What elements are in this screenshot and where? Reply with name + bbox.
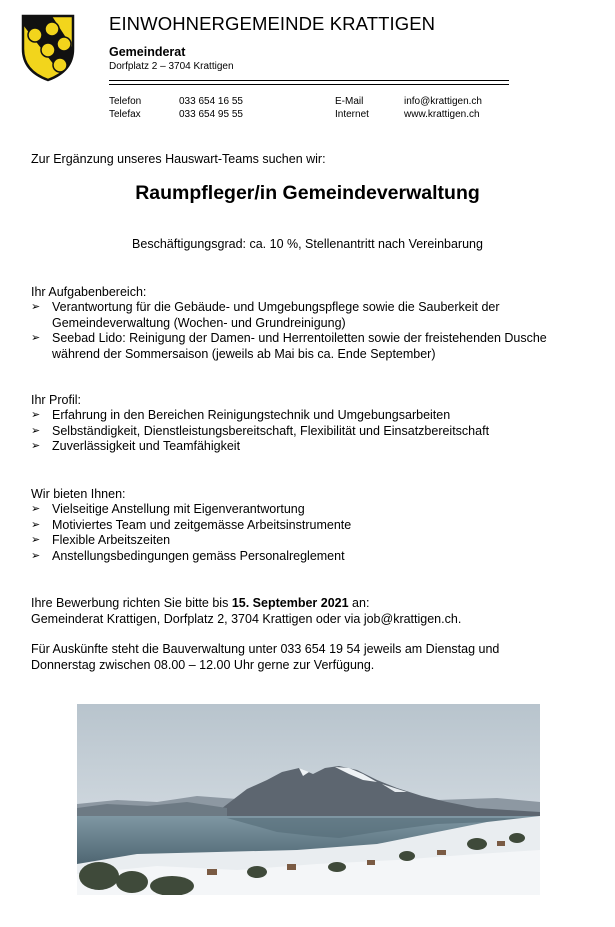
arrow-bullet-icon: ➢: [31, 534, 41, 546]
profile-item: Erfahrung in den Bereichen Reinigungstechnik und Umgebungsarbeiten: [52, 408, 451, 422]
job-title: Raumpfleger/in Gemeindeverwaltung: [135, 182, 480, 204]
info-line: Donnerstag zwischen 08.00 – 12.00 Uhr gerne zur Verfügung.: [31, 657, 375, 672]
list-item: [31, 439, 596, 455]
tasks-heading: Ihr Aufgabenbereich:: [31, 285, 147, 299]
offer-item: Anstellungsbedingungen gemäss Personalreglement: [52, 548, 345, 563]
internet-value[interactable]: www.krattigen.ch: [404, 109, 480, 120]
offer-heading: Wir bieten Ihnen:: [31, 487, 126, 501]
fax-value: 033 654 95 55: [179, 109, 243, 120]
info-line: Für Auskünfte steht die Bauverwaltung unter 033 654 19 54 jeweils am Dienstag und: [31, 642, 500, 656]
profile-heading: Ihr Profil:: [31, 393, 82, 407]
phone-value: 033 654 16 55: [179, 96, 243, 107]
list-item: [31, 408, 596, 424]
list-item: [31, 300, 596, 331]
offer-item: Flexible Arbeitszeiten: [52, 533, 171, 547]
arrow-bullet-icon: ➢: [31, 332, 41, 344]
arrow-bullet-icon: ➢: [31, 409, 41, 421]
arrow-bullet-icon: ➢: [31, 440, 41, 452]
arrow-bullet-icon: ➢: [31, 503, 41, 515]
coat-of-arms-icon: [20, 13, 76, 83]
arrow-bullet-icon: ➢: [31, 424, 41, 437]
list-item: [31, 518, 596, 534]
offer-list: [31, 502, 596, 564]
list-item: [31, 533, 596, 549]
council-address: Dorfplatz 2 – 3704 Krattigen: [109, 61, 234, 72]
profile-list: [31, 408, 596, 455]
application-deadline: 15. September 2021: [231, 596, 349, 610]
task-line: Gemeindeverwaltung (Wochen- und Grundreinigung): [52, 315, 346, 330]
arrow-bullet-icon: ➢: [31, 518, 41, 531]
council-name: Gemeinderat: [109, 45, 186, 59]
application-suffix: an:: [348, 596, 370, 610]
task-line: Verantwortung für die Gebäude- und Umgebungspflege sowie die Sauberkeit der: [52, 300, 500, 314]
email-label: E-Mail: [335, 96, 364, 107]
landscape-photo: [77, 704, 540, 895]
employment-details: Beschäftigungsgrad: ca. 10 %, Stellenantritt nach Vereinbarung: [132, 237, 483, 251]
arrow-bullet-icon: ➢: [31, 301, 41, 313]
application-prefix: Ihre Bewerbung richten Sie bitte bis: [31, 596, 232, 610]
arrow-bullet-icon: ➢: [31, 549, 41, 562]
internet-label: Internet: [335, 109, 369, 120]
list-item: [31, 549, 596, 565]
tasks-list: [31, 300, 596, 362]
task-line: während der Sommersaison (jeweils ab Mai bis ca. Ende September): [52, 346, 436, 361]
header-divider-top: [109, 80, 509, 81]
offer-item: Vielseitige Anstellung mit Eigenverantwortung: [52, 502, 305, 516]
email-value[interactable]: info@krattigen.ch: [404, 96, 482, 107]
intro-text: Zur Ergänzung unseres Hauswart-Teams suchen wir:: [31, 152, 326, 166]
header-divider-bottom: [109, 84, 509, 85]
fax-label: Telefax: [109, 109, 141, 120]
list-item: [31, 502, 596, 518]
organization-title: EINWOHNERGEMEINDE KRATTIGEN: [109, 13, 436, 34]
task-line: Seebad Lido: Reinigung der Damen- und Herrentoiletten sowie der freistehenden Dusche: [52, 331, 547, 345]
list-item: [31, 331, 596, 362]
profile-item: Zuverlässigkeit und Teamfähigkeit: [52, 439, 241, 453]
phone-label: Telefon: [109, 96, 142, 107]
application-paragraph: [31, 596, 591, 627]
list-item: [31, 424, 596, 440]
profile-item: Selbständigkeit, Dienstleistungsbereitschaft, Flexibilität und Einsatzbereitschaft: [52, 423, 490, 438]
info-paragraph: [31, 642, 591, 673]
application-address: Gemeinderat Krattigen, Dorfplatz 2, 3704 Krattigen oder via job@krattigen.ch.: [31, 611, 462, 626]
offer-item: Motiviertes Team und zeitgemässe Arbeitsinstrumente: [52, 517, 352, 532]
